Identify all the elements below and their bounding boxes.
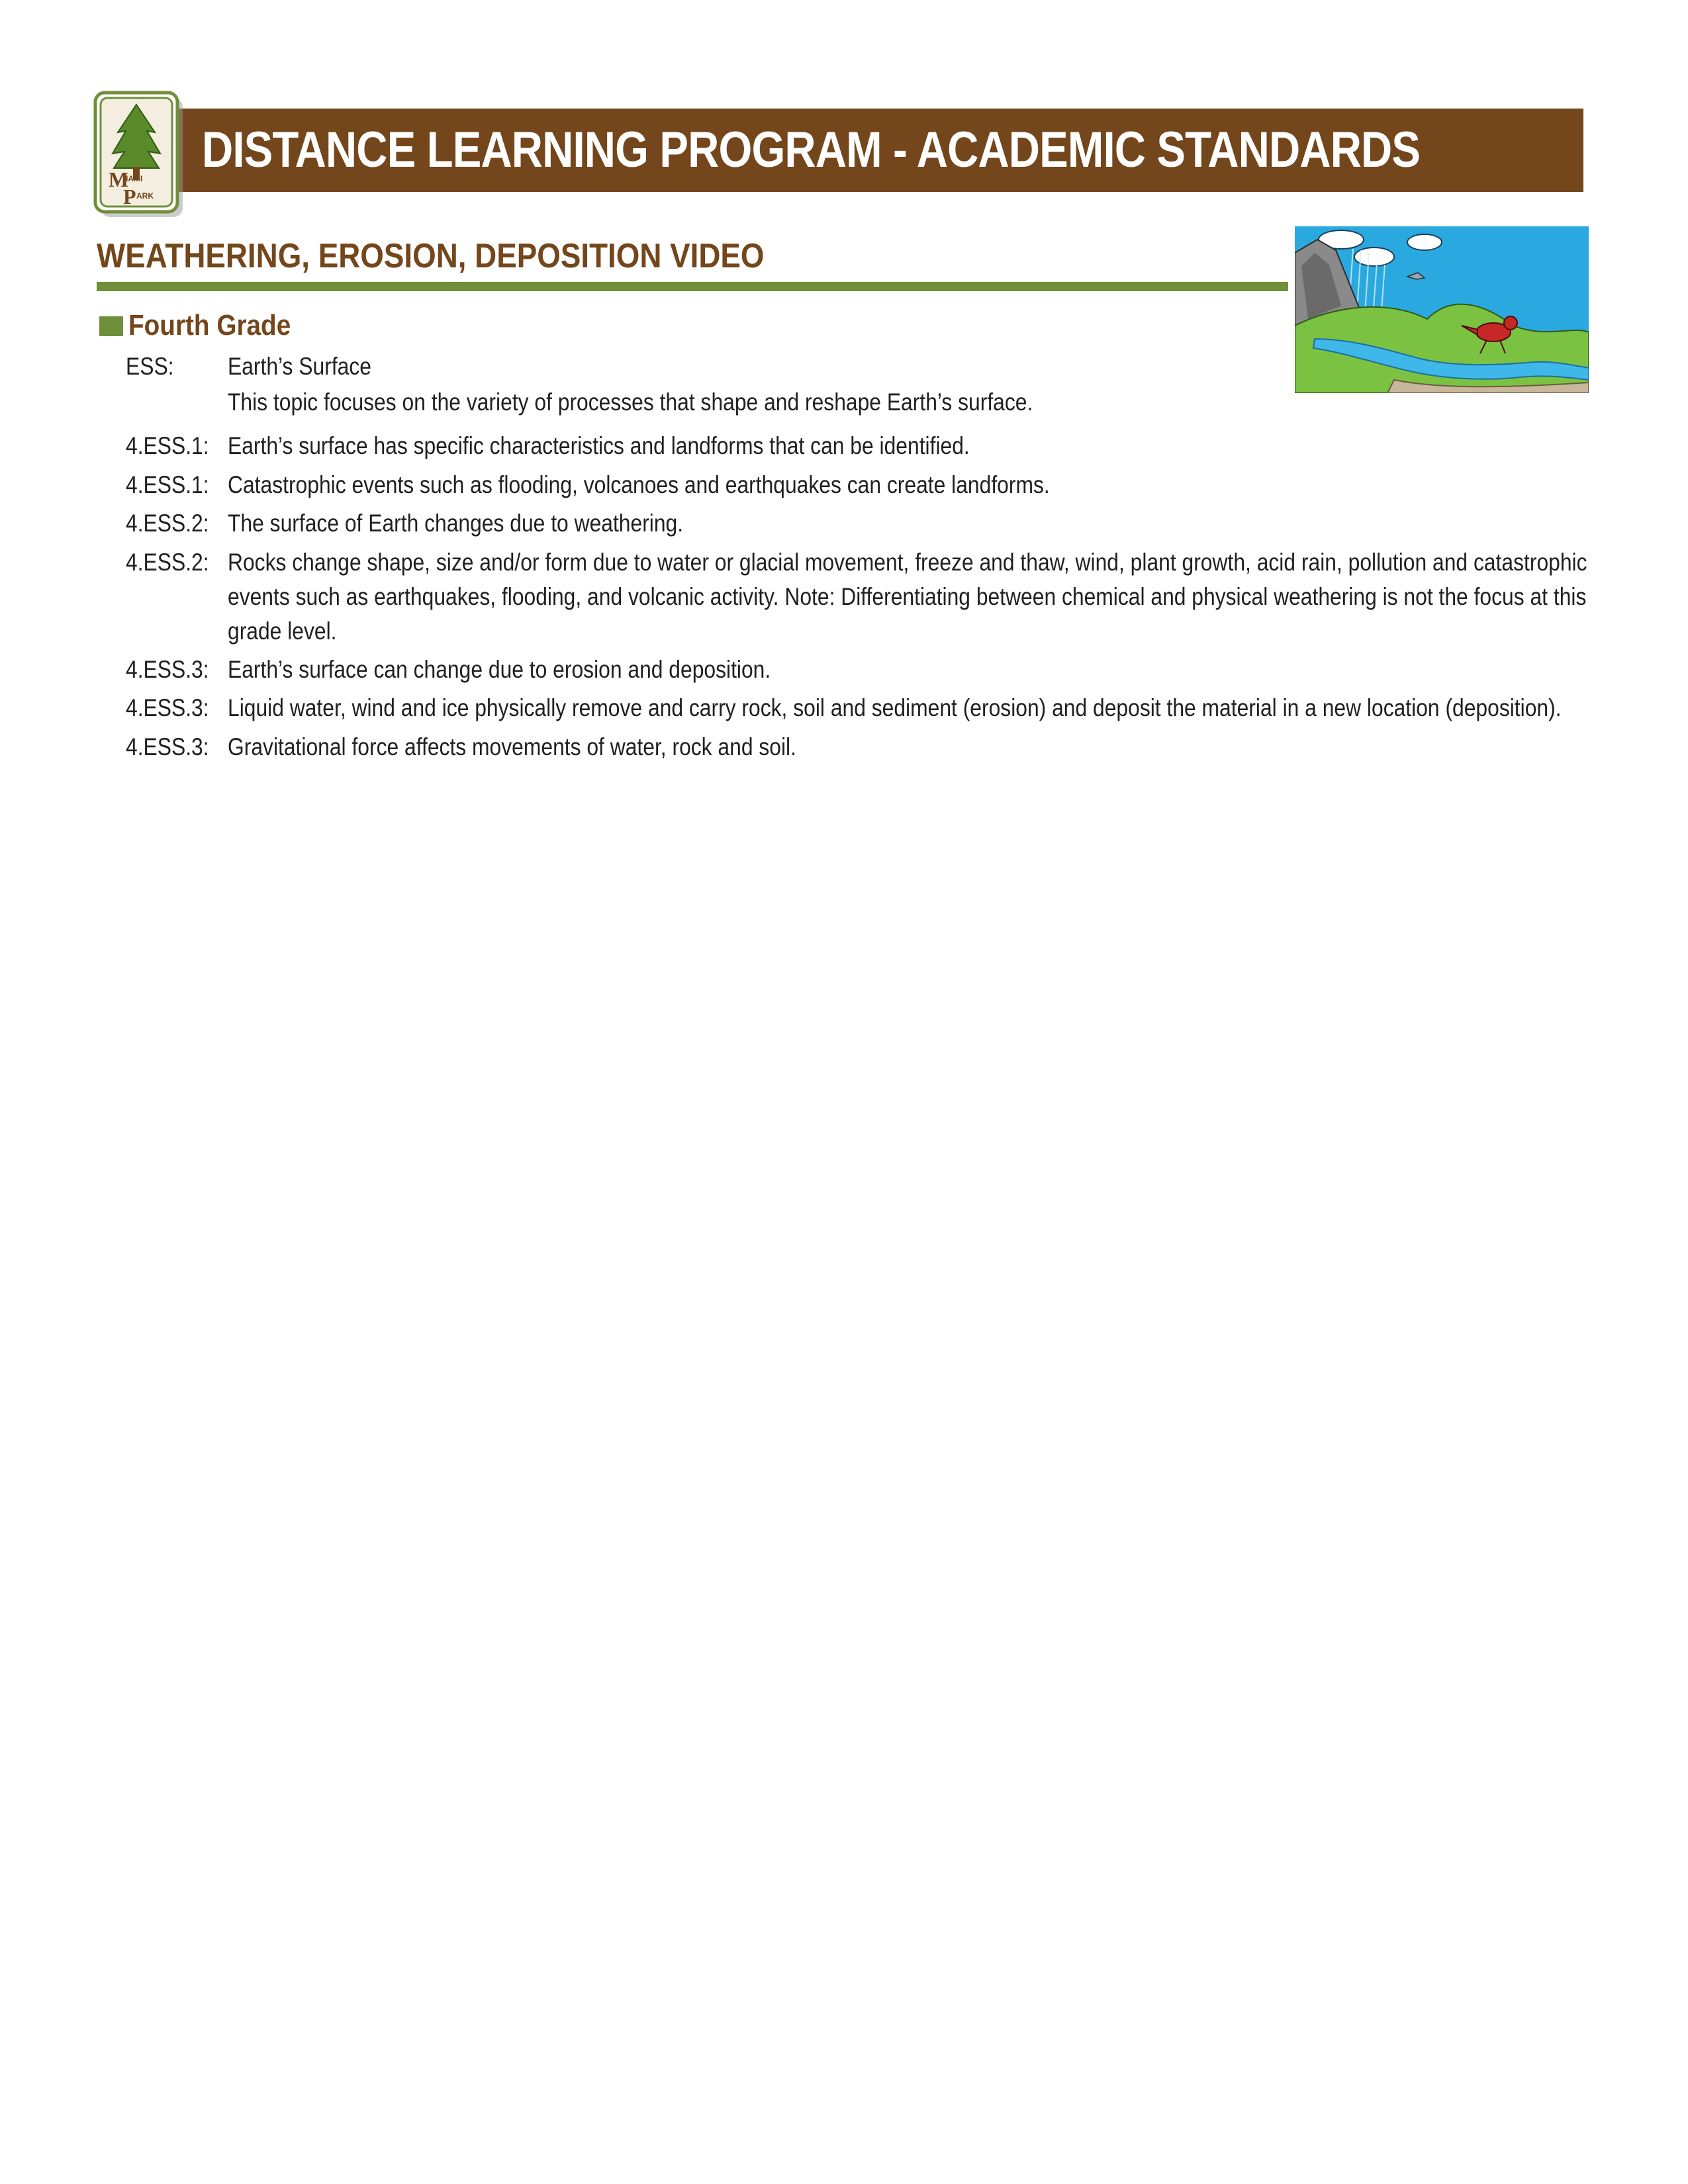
standard-code: 4.ESS.2:	[126, 510, 209, 537]
standard-code: 4.ESS.3:	[126, 656, 209, 683]
standard-text-continued: grade level.	[228, 617, 337, 645]
intro-title: Earth’s Surface	[228, 353, 371, 380]
svg-text:IAMI: IAMI	[126, 174, 143, 183]
grade-bullet	[99, 316, 123, 336]
intro-code: ESS:	[126, 353, 174, 380]
standard-code: 4.ESS.2:	[126, 549, 209, 576]
standard-text-continued: events such as earthquakes, flooding, and volcanic activity. Note: Differentiating between chemical and physical weathering is not the focus at this	[228, 583, 1587, 610]
standard-code: 4.ESS.3:	[126, 733, 209, 760]
standard-text: Rocks change shape, size and/or form due to water or glacial movement, freeze and thaw, wind, plant growth, acid rain, pollution and catastrophic	[228, 549, 1587, 576]
erosion-illustration	[1295, 226, 1589, 393]
svg-text:ARK: ARK	[136, 191, 154, 201]
page-title: DISTANCE LEARNING PROGRAM - ACADEMIC STANDARDS	[202, 122, 1421, 178]
miami-park-logo	[93, 90, 185, 220]
standard-text: Gravitational force affects movements of water, rock and soil.	[228, 733, 796, 760]
standard-code: 4.ESS.1:	[126, 471, 209, 498]
svg-text:P: P	[123, 185, 136, 208]
section-divider	[97, 282, 1288, 291]
standard-code: 4.ESS.1:	[126, 432, 209, 459]
intro-description: This topic focuses on the variety of processes that shape and reshape Earth’s surface.	[228, 388, 1033, 416]
standard-text: Liquid water, wind and ice physically remove and carry rock, soil and sediment (erosion) and deposit the material in a new location (deposition).	[228, 694, 1562, 721]
section-title: WEATHERING, EROSION, DEPOSITION VIDEO	[97, 237, 765, 275]
standard-text: The surface of Earth changes due to weathering.	[228, 510, 684, 537]
standard-text: Earth’s surface has specific characteristics and landforms that can be identified.	[228, 432, 970, 459]
svg-text:M: M	[109, 167, 129, 191]
grade-title: Fourth Grade	[128, 309, 291, 341]
standard-text: Catastrophic events such as flooding, volcanoes and earthquakes can create landforms.	[228, 471, 1050, 498]
standard-text: Earth’s surface can change due to erosion and deposition.	[228, 656, 771, 683]
standard-code: 4.ESS.3:	[126, 694, 209, 721]
